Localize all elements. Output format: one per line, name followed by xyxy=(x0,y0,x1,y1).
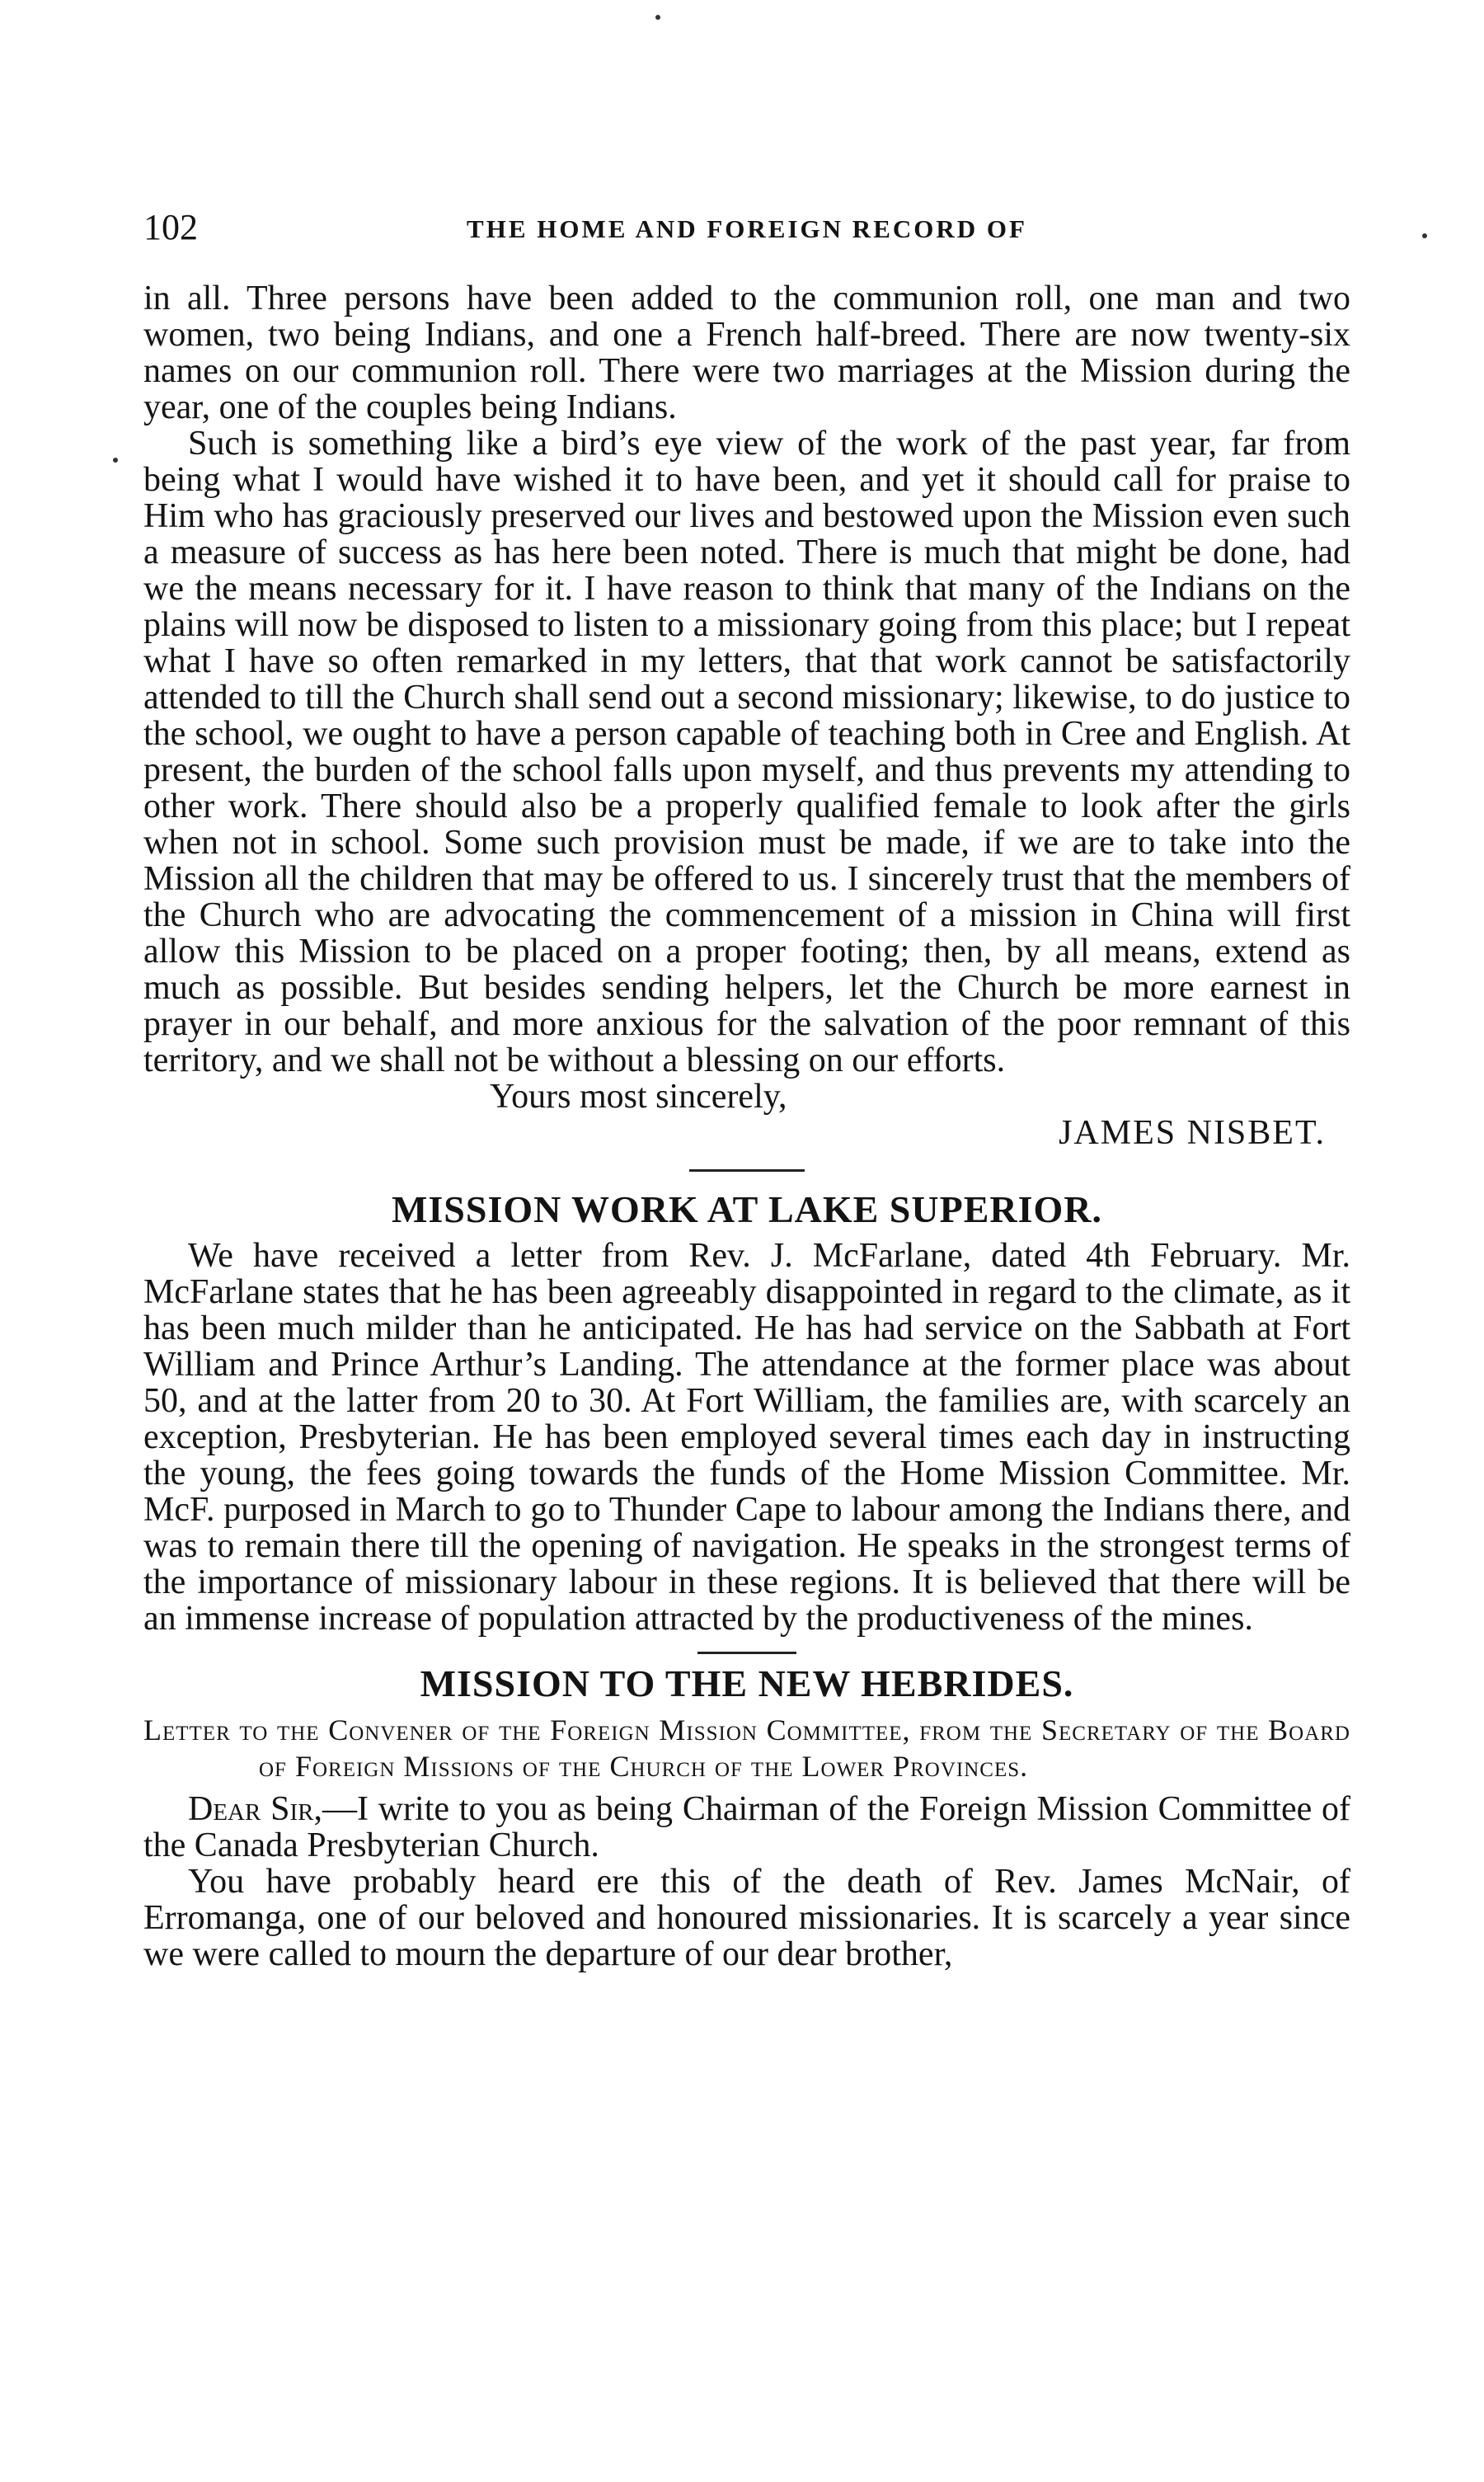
page-number: 102 xyxy=(143,207,198,247)
lake-superior-paragraph: We have received a letter from Rev. J. McFarlane, dated 4th February. Mr. McFarlane states that he has been agreeably disappointed in regard to the climate, as it has been much milder than he anticipated. He has had service on the Sabbath at Fort William and Prince Arthur’s Landing. The attendance at the former place was about 50, and at the latter from 20 to 30. At Fort William, the families are, with scarcely an exception, Presbyterian. He has been employed several times each day in instructing the young, the fees going towards the funds of the Home Mission Committee. Mr. McF. purposed in March to go to Thunder Cape to labour among the Indians there, and was to remain there till the opening of navigation. He speaks in the strongest terms of the importance of missionary labour in these regions. It is believed that there will be an immense increase of population attracted by the productiveness of the mines. xyxy=(143,1237,1350,1638)
section-heading-lake-superior: MISSION WORK AT LAKE SUPERIOR. xyxy=(391,1188,1103,1230)
section-divider xyxy=(697,1652,796,1654)
salutation-text: —I write to you as being Chairman of the Foreign Mission Committee of the Canada Presbyterian Church. xyxy=(143,1790,1350,1864)
section-divider xyxy=(689,1169,805,1172)
running-title: THE HOME AND FOREIGN RECORD OF xyxy=(467,214,1027,243)
salutation: Dear Sir, xyxy=(188,1790,322,1828)
letter-subheading: Letter to the Convener of the Foreign Mission Committee, from the Secretary of the Board of Foreign Missions of the Church of the Lower Provinces. xyxy=(143,1713,1350,1783)
page-header xyxy=(143,206,1350,256)
letter-paragraph-2: Such is something like a bird’s eye view of the work of the past year, far from being what I would have wished it to have been, and yet it should call for praise to Him who has graciously preserved our lives and bestowed upon the Mission even such a measure of success as has here been noted. There is much that might be done, had we the means necessary for it. I have reason to think that many of the Indians on the plains will now be disposed to listen to a missionary going from this place; but I repeat what I have so often remarked in my letters, that that work cannot be satisfactorily attended to till the Church shall send out a second missionary; likewise, to do justice to the school, we ought to have a person capable of teaching both in Cree and English. At present, the burden of the school falls upon myself, and thus prevents my attending to other work. There should also be a properly qualified female to look after the girls when not in school. Some such provision must be made, if we are to take into the Mission all the children that may be offered to us. I sincerely trust that the members of the Church who are advocating the commencement of a mission in China will first allow this Mission to be placed on a proper footing; then, by all means, extend as much as possible. But besides sending helpers, let the Church be more earnest in prayer in our behalf, and more anxious for the salvation of the poor remnant of this territory, and we shall not be without a blessing on our efforts. xyxy=(143,425,1350,1079)
ink-speck xyxy=(1422,233,1427,238)
ink-speck xyxy=(113,458,118,463)
new-hebrides-paragraph-2: You have probably heard ere this of the death of Rev. James McNair, of Erromanga, one of our beloved and honoured missionaries. It is scarcely a year since we were called to mourn the departure of our dear brother, xyxy=(143,1863,1350,1973)
section-heading-new-hebrides: MISSION TO THE NEW HEBRIDES. xyxy=(420,1662,1074,1704)
letter-closing: Yours most sincerely, xyxy=(490,1078,787,1116)
letter-paragraph-1: in all. Three persons have been added to the communion roll, one man and two women, two being Indians, and one a French half-breed. There are now twenty-six names on our communion roll. There were two marriages at the Mission during the year, one of the couples being Indians. xyxy=(143,280,1350,426)
letter-signature: JAMES NISBET. xyxy=(1059,1114,1326,1152)
new-hebrides-paragraph-1 xyxy=(143,1791,1350,1864)
ink-speck xyxy=(655,15,660,20)
page-body xyxy=(143,280,1350,1972)
